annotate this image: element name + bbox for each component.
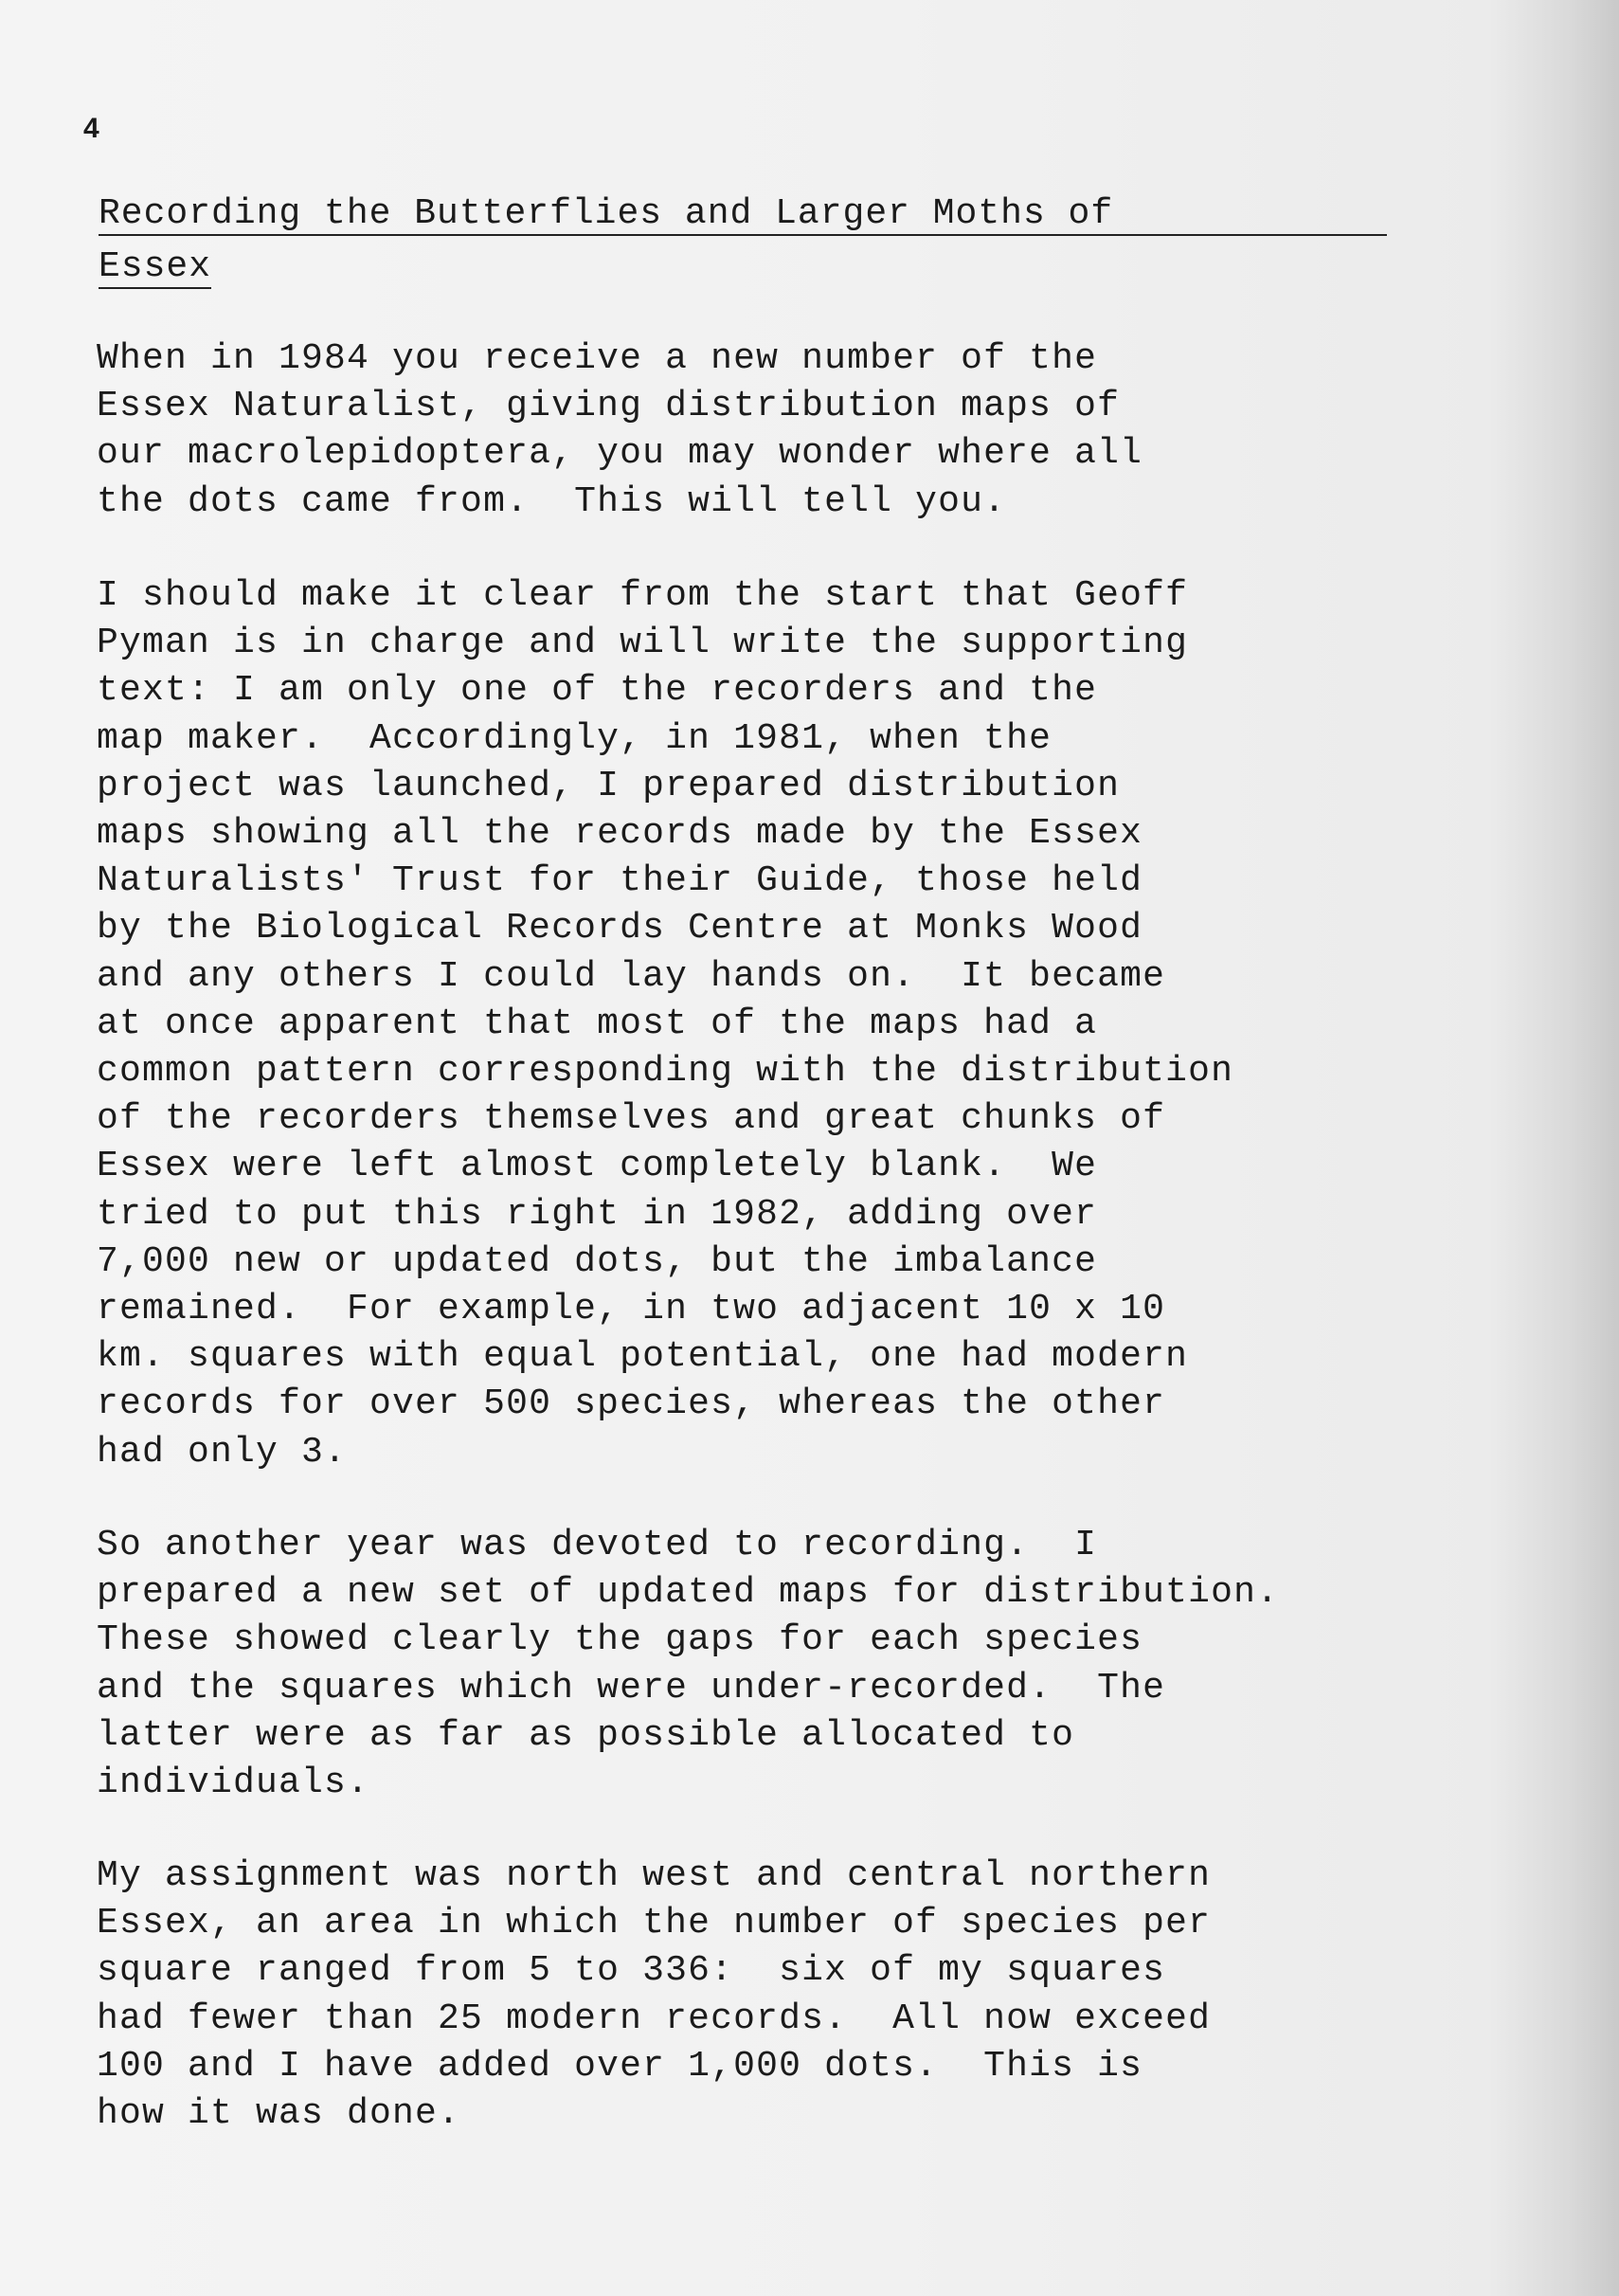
article-title-line-2: Essex	[99, 246, 212, 287]
paragraph-2: I should make it clear from the start that Geoff Pyman is in charge and will write the supporting text: I am only one of the recorders and the map maker. Accordingly, in 1981, when the project was launched, I prepared distribution maps showing all the records made by the Essex Naturalists' Trust for their Guide, those held by the Biological Records Centre at Monks Wood and any others I could lay hands on. It became at once apparent that most of the maps had a common pattern corresponding with the distribution of the recorders themselves and great chunks of Essex were left almost completely blank. We tried to put this right in 1982, adding over 7,000 new or updated dots, but the imbalance remained. For example, in two adjacent 10 x 10 km. squares with equal potential, one had modern records for over 500 species, whereas the other had only 3.	[97, 575, 1234, 1473]
paragraph-1: When in 1984 you receive a new number of the Essex Naturalist, giving distribution maps of our macrolepidoptera, you may wonder where all the dots came from. This will tell you.	[97, 338, 1143, 522]
article-title-line-1: Recording the Butterflies and Larger Moths of	[99, 194, 1387, 236]
paragraph-3: So another year was devoted to recording. I prepared a new set of updated maps for distribution. These showed clearly the gaps for each species and the squares which were under-recorded. The latter were as far as possible allocated to individuals.	[97, 1525, 1280, 1804]
paragraph-4: My assignment was north west and central northern Essex, an area in which the number of species per square ranged from 5 to 336: six of my squares had fewer than 25 modern records. All now exceed 100 and I have added over 1,000 dots. This is how it was done.	[97, 1855, 1212, 2135]
page-number: 4	[83, 113, 99, 144]
article-title	[99, 194, 1425, 291]
